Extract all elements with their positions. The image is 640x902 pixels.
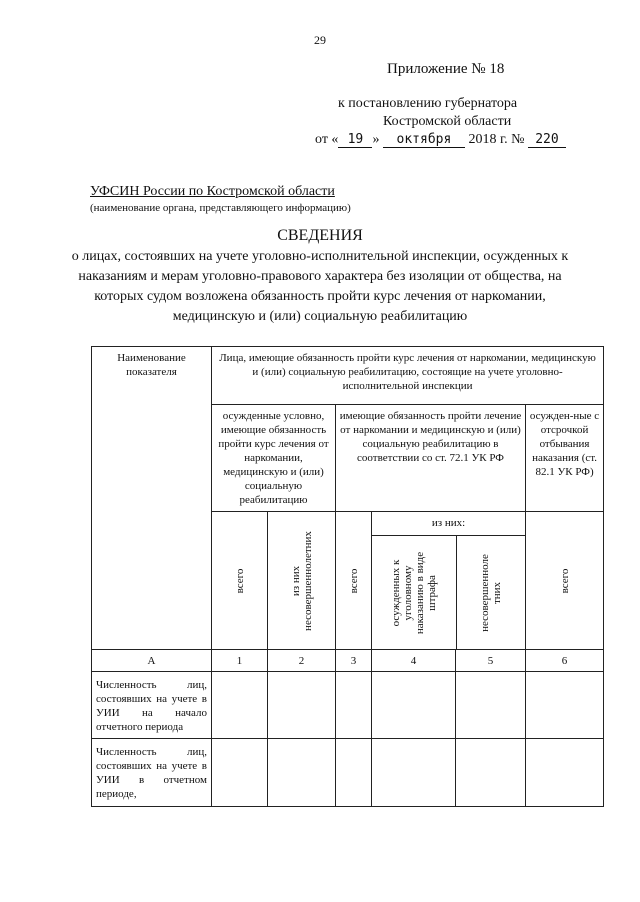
- decree-month: октября: [383, 133, 465, 148]
- col-number: А: [92, 650, 212, 672]
- col-minors-2: несовершенноле тних: [479, 553, 503, 632]
- decree-day: 19: [338, 133, 372, 148]
- group-header: Лица, имеющие обязанность пройти курс лечения от наркомании, медицинскую и (или) социальную реабилитацию, состоящие на учете уголовно-исполнительной инспекции: [212, 347, 604, 405]
- data-cell[interactable]: [336, 739, 372, 807]
- organization-name: УФСИН России по Костромской области: [90, 184, 335, 199]
- subheader-art72: имеющие обязанность пройти лечение от наркомании и медицинскую и (или) социальную реабилитацию в соответствии со ст. 72.1 УК РФ: [336, 405, 526, 512]
- row-label: Численность лиц, состоявших на учете в УИИ в отчетном периоде,: [92, 739, 212, 807]
- data-cell[interactable]: [212, 672, 268, 739]
- decree-line: к постановлению губернатора: [338, 96, 518, 111]
- report-table: [91, 346, 604, 807]
- subheader-deferred: осужден-ные с отсрочкой отбывания наказания (ст. 82.1 УК РФ): [526, 405, 604, 512]
- data-cell[interactable]: [372, 739, 456, 807]
- data-cell[interactable]: [372, 672, 456, 739]
- indicator-header: Наименование показателя: [92, 347, 212, 650]
- data-cell[interactable]: [336, 672, 372, 739]
- table-row: [92, 739, 604, 807]
- row-label: Численность лиц, состоявших на учете в УИИ на начало отчетного периода: [92, 672, 212, 739]
- col-minors-1: из них несовершеннолетних: [268, 512, 336, 650]
- subheader-conditional: осужденные условно, имеющие обязанность пройти курс лечения от наркомании, медицинскую и (или) социальную реабилитацию: [212, 405, 336, 512]
- of-them-label: из них:: [372, 512, 525, 536]
- col-number: 1: [212, 650, 268, 672]
- col-number: 2: [268, 650, 336, 672]
- decree-region: Костромской области: [383, 114, 512, 129]
- col-fine: осужденных к уголовному наказанию в виде штрафа: [372, 536, 457, 649]
- col-total-2: всего: [336, 512, 372, 650]
- document-subtitle: о лицах, состоявших на учете уголовно-исполнительной инспекции, осужденных к наказаниям и мерам уголовно-правового характера без изоляции от общества, на которых судом возложена обязанность пройти курс лечения от наркомании, медицинскую и (или) социальную реабилитацию: [71, 249, 569, 324]
- data-cell[interactable]: [456, 739, 526, 807]
- col-total-3: всего: [526, 512, 604, 650]
- document-title: СВЕДЕНИЯ: [277, 227, 363, 244]
- col-number: 4: [372, 650, 456, 672]
- data-cell[interactable]: [456, 672, 526, 739]
- organization-caption: (наименование органа, представляющего информацию): [90, 202, 351, 214]
- decree-close-quote: »: [372, 132, 380, 147]
- data-cell[interactable]: [268, 739, 336, 807]
- table-row: [92, 672, 604, 739]
- decree-from: от «: [315, 132, 339, 147]
- col-total-1: всего: [212, 512, 268, 650]
- col-number: 3: [336, 650, 372, 672]
- decree-number: 220: [528, 133, 566, 148]
- column-number-row: [92, 650, 604, 672]
- data-cell[interactable]: [212, 739, 268, 807]
- col-number: 6: [526, 650, 604, 672]
- data-cell[interactable]: [526, 672, 604, 739]
- decree-year: 2018 г. №: [468, 132, 525, 147]
- of-them-group: [372, 512, 526, 650]
- col-number: 5: [456, 650, 526, 672]
- data-cell[interactable]: [268, 672, 336, 739]
- page-number: 29: [314, 33, 326, 47]
- appendix-title: Приложение № 18: [387, 61, 505, 77]
- decree-date: [315, 132, 566, 148]
- data-cell[interactable]: [526, 739, 604, 807]
